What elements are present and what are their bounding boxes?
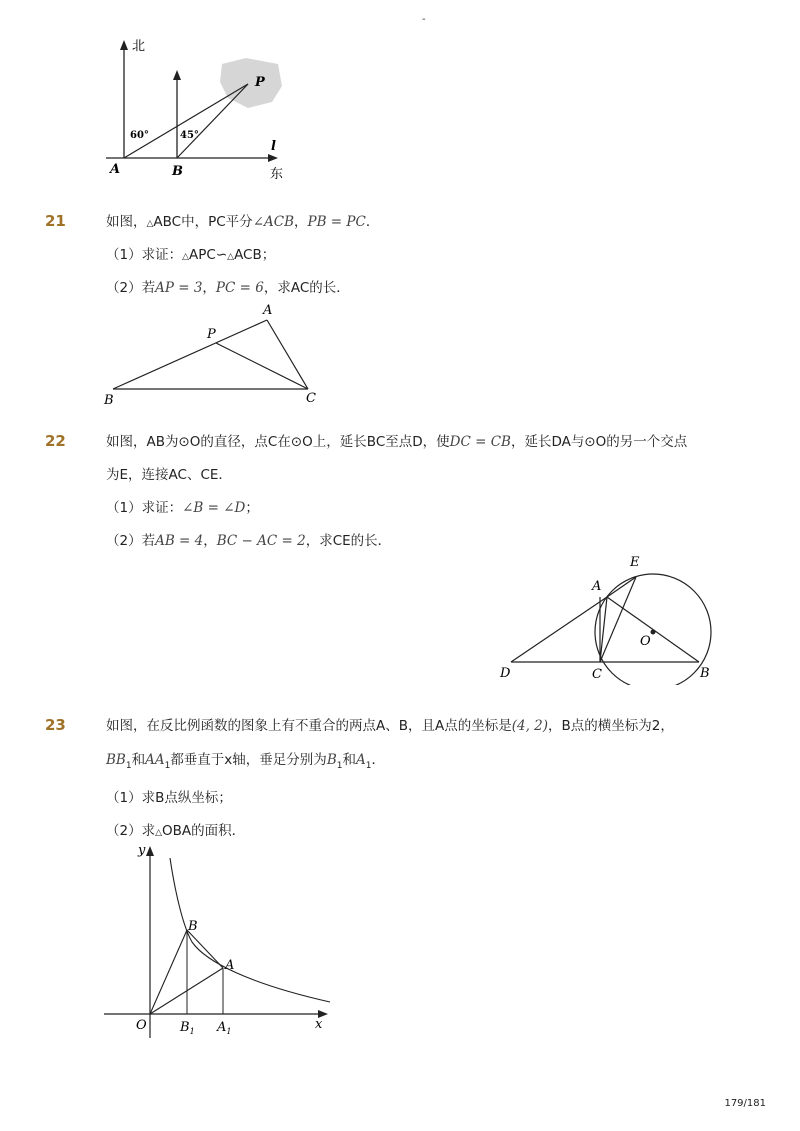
q23-part2: （2）求△OBA的面积．: [106, 823, 246, 839]
fig21-label-P: P: [207, 327, 216, 342]
q23-stem-line2: $BB_1$和$AA_1$都垂直于x轴，垂足分别为$B_1$和$A_1$．: [106, 752, 385, 771]
q22-stem-line1: 如图，AB为⊙O的直径，点C在⊙O上，延长BC至点D，使DC = CB，延长DA与⊙O的另一个交点: [106, 434, 688, 450]
q21-part2: （2）若AP = 3，PC = 6，求AC的长．: [106, 280, 350, 296]
question-number-23: 23: [45, 716, 66, 734]
figure-23-coordinate: [100, 838, 340, 1048]
fig22-label-A: A: [592, 579, 602, 594]
q22-stem-line2: 为E，连接AC、CE．: [106, 467, 232, 483]
fig23-label-x: x: [315, 1017, 323, 1032]
figure-21-triangle: [100, 300, 330, 410]
fig23-label-y: y: [138, 843, 146, 858]
fig22-label-C: C: [592, 667, 602, 682]
question-number-22: 22: [45, 432, 66, 450]
shaded-region: [220, 58, 282, 108]
fig22-label-E: E: [630, 555, 640, 570]
fig20-label-P: P: [255, 75, 265, 90]
fig20-north-label: 北: [132, 39, 146, 54]
q21-stem: 如图，△ABC中，PC平分∠ACB，PB = PC．: [106, 214, 380, 230]
fig20-angle-45: 45°: [180, 130, 199, 141]
fig21-label-C: C: [306, 391, 316, 406]
header-mark: -: [422, 14, 426, 25]
fig23-label-O: O: [136, 1018, 147, 1033]
fig23-label-A1: $A_1$: [217, 1020, 232, 1036]
fig22-label-B: B: [700, 666, 710, 681]
fig23-label-B: B: [188, 919, 198, 934]
q23-stem-line1: 如图，在反比例函数的图象上有不重合的两点A、B，且A点的坐标是(4, 2)，B点的横坐标为2，: [106, 718, 674, 734]
fig20-line-l: l: [271, 139, 276, 154]
figure-22-circle: [490, 550, 730, 685]
fig20-label-A: A: [110, 162, 121, 177]
fig21-label-B: B: [104, 393, 114, 408]
fig21-label-A: A: [263, 303, 273, 318]
fig20-label-B: B: [172, 164, 183, 179]
fig23-label-A: A: [225, 958, 235, 973]
figure-20: [100, 36, 300, 186]
fig22-label-D: D: [500, 666, 511, 681]
question-number-21: 21: [45, 212, 66, 230]
fig20-angle-60: 60°: [130, 130, 149, 141]
q21-part1: （1）求证：△APC∽△ACB；: [106, 247, 276, 263]
fig20-east-label: 东: [270, 167, 284, 182]
q23-part1: （1）求B点纵坐标；: [106, 790, 232, 806]
q22-part2: （2）若AB = 4，BC − AC = 2，求CE的长．: [106, 533, 392, 549]
fig22-label-O: O: [640, 634, 651, 649]
q22-part1: （1）求证：∠B = ∠D；: [106, 500, 259, 516]
page-number: 179/181: [724, 1098, 766, 1109]
fig23-label-B1: $B_1$: [180, 1020, 195, 1036]
